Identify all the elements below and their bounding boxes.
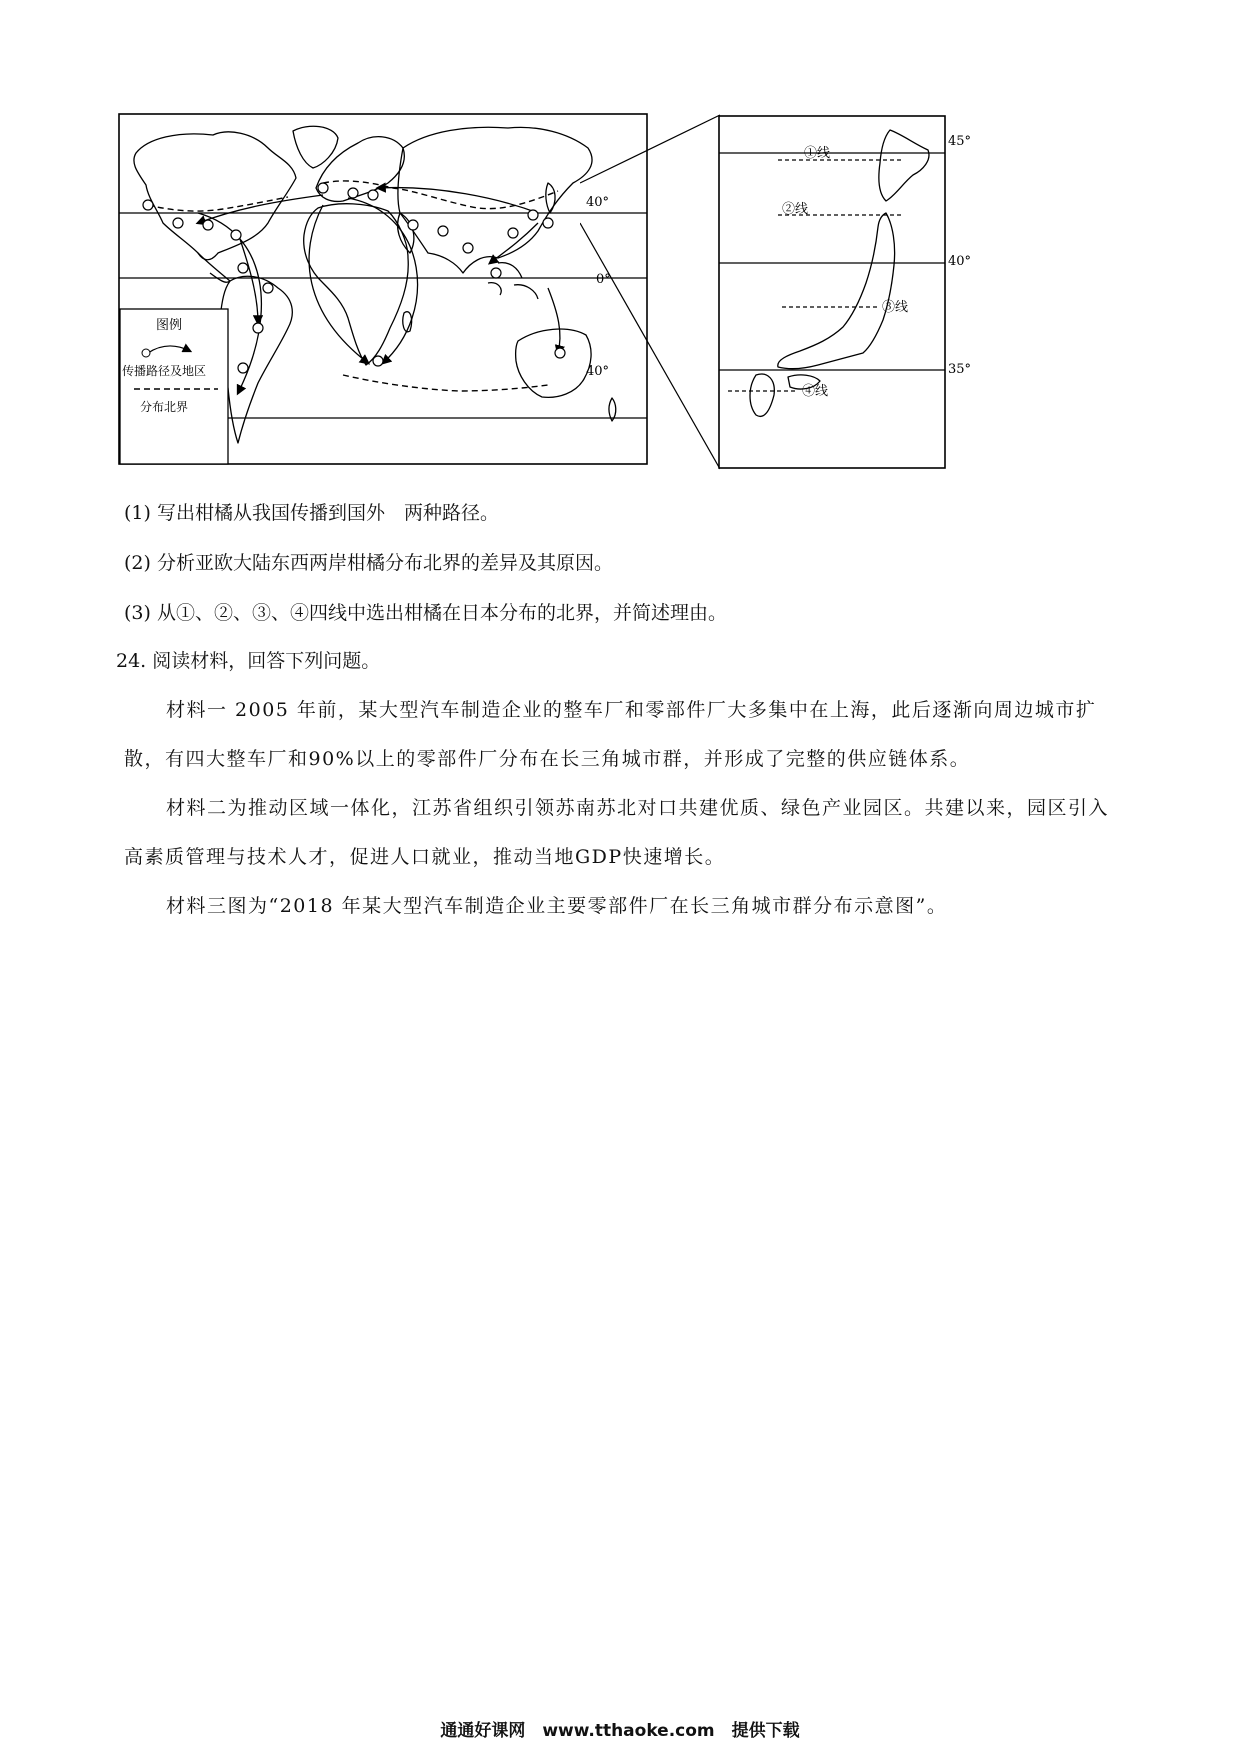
map-legend: [120, 309, 228, 464]
japan-lat-35: 35°: [948, 362, 972, 377]
route-europe-to-africa: [309, 205, 368, 363]
material-1: [124, 686, 1124, 784]
honshu-outline: [778, 213, 895, 369]
citrus-marker: [528, 210, 538, 220]
material-1-text: 材料一 2005 年前，某大型汽车制造企业的整车厂和零部件厂大多集中在上海，此后逐渐向周边城市扩散，有四大整车厂和90%以上的零部件厂分布在长三角城市群，并形成了完整的供应链体系。: [124, 699, 1097, 770]
legend-boundary-label: 分布北界: [140, 400, 189, 414]
hokkaido-outline: [879, 130, 929, 201]
citrus-marker: [508, 228, 518, 238]
citrus-marker: [253, 323, 263, 333]
line-4-label: ④线: [802, 384, 829, 399]
citrus-marker: [238, 363, 248, 373]
north-boundary-southern: [343, 375, 548, 391]
line-1-label: ①线: [804, 146, 831, 161]
citrus-marker: [373, 356, 383, 366]
citrus-marker: [238, 263, 248, 273]
lat-label-eq: 0°: [596, 272, 611, 287]
legend-route-label: 传播路径及地区: [122, 364, 207, 378]
citrus-marker: [543, 218, 553, 228]
africa-outline: [304, 204, 409, 365]
citrus-marker: [348, 188, 358, 198]
inset-connector: [580, 113, 720, 473]
line-2-label: ②线: [782, 202, 809, 217]
question-3: (3) 从①、②、③、④四线中选出柑橘在日本分布的北界，并简述理由。: [124, 602, 727, 624]
citrus-marker: [263, 283, 273, 293]
citrus-marker: [203, 220, 213, 230]
citrus-marker: [555, 348, 565, 358]
citrus-marker: [408, 220, 418, 230]
lat-label-s40: 40°: [586, 364, 610, 379]
kyushu-outline: [750, 374, 774, 416]
material-2-text: 材料二为推动区域一体化，江苏省组织引领苏南苏北对口共建优质、绿色产业园区。共建以来，园区引入高素质管理与技术人才，促进人口就业，推动当地GDP快速增长。: [124, 797, 1110, 868]
citrus-marker: [368, 190, 378, 200]
material-3-text: 材料三图为“2018 年某大型汽车制造企业主要零部件厂在长三角城市群分布示意图”。: [166, 895, 948, 917]
europe-outline: [316, 137, 404, 202]
material-3: [124, 882, 1124, 931]
north-america-outline: [134, 132, 296, 260]
japan-lat-40: 40°: [948, 254, 972, 269]
citrus-marker: [231, 230, 241, 240]
route-china-to-europe: [378, 188, 538, 213]
lat-label-n40: 40°: [586, 195, 610, 210]
citrus-marker: [173, 218, 183, 228]
legend-title: 图例: [156, 318, 183, 333]
question-1: (1) 写出柑橘从我国传播到国外 两种路径。: [124, 502, 499, 524]
citrus-marker: [143, 200, 153, 210]
question-2: (2) 分析亚欧大陆东西两岸柑橘分布北界的差异及其原因。: [124, 552, 613, 574]
material-2: [124, 784, 1124, 882]
japan-inset-map: [718, 115, 988, 473]
q24-heading: 24. 阅读材料，回答下列问题。: [116, 650, 381, 672]
line-3-label: ③线: [882, 300, 909, 315]
world-citrus-map: [118, 113, 648, 468]
japan-outline: [546, 183, 555, 213]
citrus-marker: [491, 268, 501, 278]
route-to-australia: [548, 288, 560, 353]
citrus-marker: [318, 183, 328, 193]
japan-lat-45: 45°: [948, 134, 972, 149]
citrus-marker: [438, 226, 448, 236]
page-footer: 通通好课网 www.tthaoke.com 提供下载: [440, 1721, 800, 1741]
arabia-outline: [398, 213, 414, 253]
route-europe-to-america: [198, 195, 323, 223]
citrus-marker: [463, 243, 473, 253]
